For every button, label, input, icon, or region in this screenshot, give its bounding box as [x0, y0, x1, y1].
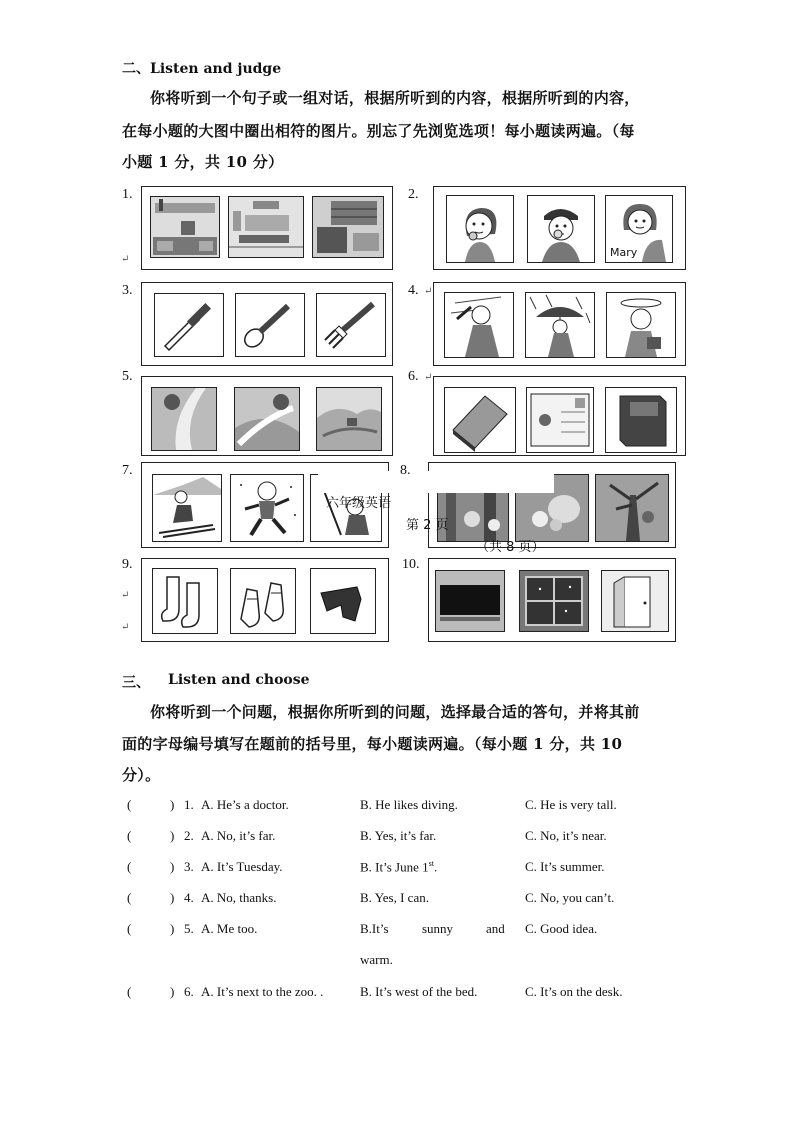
item-number: 3. [184, 859, 194, 874]
question-number: 4. [408, 283, 419, 298]
section3-title: Listen and choose [168, 672, 310, 688]
option-a: A. He’s a doctor. [201, 797, 289, 812]
answer-paren-open[interactable]: ( [127, 859, 132, 874]
return-mark: ↵ [121, 254, 130, 265]
option-b [360, 859, 437, 875]
return-mark: ↵ [424, 286, 433, 297]
option-b-sup: st [428, 859, 434, 868]
option-b: B. He likes diving. [360, 797, 458, 812]
option-a: A. No, it’s far. [201, 828, 276, 843]
shoes-picture[interactable] [230, 568, 296, 634]
answer-paren-open[interactable]: ( [127, 797, 132, 812]
question-number: 1. [122, 187, 133, 202]
question-5-box [141, 376, 393, 456]
section2-title: 二、Listen and judge [122, 61, 282, 77]
girl-picture[interactable] [446, 195, 514, 263]
section2-instruction-line1: 你将听到一个句子或一组对话，根据所听到的内容，根据所听到的内容， [150, 89, 640, 107]
answer-paren-close[interactable]: ) [170, 797, 175, 812]
return-mark: ↵ [424, 372, 433, 383]
door-picture[interactable] [601, 570, 669, 632]
option-b-part4: warm. [360, 952, 393, 967]
question-number: 5. [122, 369, 133, 384]
living-room-picture[interactable] [228, 196, 304, 258]
answer-paren-open[interactable]: ( [127, 890, 132, 905]
question-10-box [428, 558, 676, 642]
item-number: 6. [184, 984, 194, 999]
option-a: A. No, thanks. [201, 890, 277, 905]
question-number: 10. [402, 557, 420, 572]
question-number: 2. [408, 187, 419, 202]
rainy-picture[interactable] [525, 292, 595, 358]
question-1-box [141, 186, 393, 270]
answer-paren-close[interactable]: ) [170, 890, 175, 905]
answer-paren-open[interactable]: ( [127, 921, 132, 936]
knife-picture[interactable] [154, 293, 224, 357]
skiing-picture[interactable] [152, 474, 222, 542]
option-b-end: . [433, 859, 438, 875]
option-a: A. Me too. [201, 921, 258, 936]
windy-picture[interactable] [444, 292, 514, 358]
window-picture[interactable] [519, 570, 589, 632]
item-number: 4. [184, 890, 194, 905]
footer-page: 第 2 页 [406, 518, 449, 533]
section2-instruction-line2: 在每小题的大图中圈出相符的图片。别忘了先浏览选项！每小题读两遍。（每 [122, 122, 635, 140]
socks-picture[interactable] [152, 568, 218, 634]
magazine-picture[interactable] [444, 387, 516, 453]
option-c: C. Good idea. [525, 921, 598, 936]
study-room-picture[interactable] [312, 196, 384, 258]
answer-paren-close[interactable]: ) [170, 828, 175, 843]
item-number: 5. [184, 921, 194, 936]
question-number: 3. [122, 283, 133, 298]
page-footer [318, 471, 554, 555]
option-b: B. Yes, I can. [360, 890, 429, 905]
question-number: 6. [408, 369, 419, 384]
option-b-part1: B.It’s [360, 921, 389, 936]
answer-paren-close[interactable]: ) [170, 859, 175, 874]
section2-instruction-line3: 小题 1 分，共 10 分） [122, 153, 284, 171]
option-b-text: B. It’s June 1 [360, 859, 429, 875]
running-picture[interactable] [230, 474, 304, 542]
mary-picture[interactable] [605, 195, 673, 263]
option-a: A. It’s next to the zoo. . [201, 984, 324, 999]
blackboard-picture[interactable] [435, 570, 505, 632]
question-number: 9. [122, 557, 133, 572]
return-mark: ↵ [121, 590, 130, 601]
option-c: C. He is very tall. [525, 797, 617, 812]
boy-picture[interactable] [527, 195, 595, 263]
hill-road-picture[interactable] [234, 387, 300, 451]
question-6-box [433, 376, 686, 456]
item-number: 2. [184, 828, 194, 843]
question-9-box [141, 558, 389, 642]
book-picture[interactable] [605, 387, 677, 453]
mary-label: Mary [610, 246, 638, 259]
option-b-part2: sunny [422, 921, 454, 936]
pants-picture[interactable] [310, 568, 376, 634]
road-picture[interactable] [151, 387, 217, 451]
option-c: C. No, it’s near. [525, 828, 607, 843]
question-3-box [141, 282, 393, 366]
section3-instruction-line2: 面的字母编号填写在题前的括号里，每小题读两遍。（每小题 1 分，共 10 [122, 735, 623, 753]
option-b: B. It’s west of the bed. [360, 984, 478, 999]
kitchen-picture[interactable] [150, 196, 220, 258]
question-number: 8. [400, 463, 411, 478]
village-picture[interactable] [316, 387, 382, 451]
footer-total: （共 8 页） [476, 540, 545, 555]
return-mark: ↵ [121, 622, 130, 633]
fork-picture[interactable] [316, 293, 386, 357]
question-2-box [433, 186, 686, 270]
option-c: C. It’s summer. [525, 859, 605, 874]
option-b: B. Yes, it’s far. [360, 828, 437, 843]
section3-title-num: 三、 [122, 675, 150, 691]
answer-paren-close[interactable]: ) [170, 921, 175, 936]
option-c: C. It’s on the desk. [525, 984, 623, 999]
answer-paren-close[interactable]: ) [170, 984, 175, 999]
question-4-box [433, 282, 686, 366]
option-c: C. No, you can’t. [525, 890, 615, 905]
section3-instruction-line1: 你将听到一个问题，根据你所听到的问题，选择最合适的答句，并将其前 [150, 703, 640, 721]
answer-paren-open[interactable]: ( [127, 984, 132, 999]
section3-instruction-line3: 分）。 [122, 766, 161, 784]
option-a: A. It’s Tuesday. [201, 859, 283, 874]
option-b-part3: and [486, 921, 505, 936]
question-number: 7. [122, 463, 133, 478]
spoon-picture[interactable] [235, 293, 305, 357]
footer-grade: 六年级英语 [326, 496, 392, 511]
item-number: 1. [184, 797, 194, 812]
postcard-picture[interactable] [526, 387, 594, 453]
tree-picture[interactable] [595, 474, 669, 542]
hot-picture[interactable] [606, 292, 676, 358]
answer-paren-open[interactable]: ( [127, 828, 132, 843]
